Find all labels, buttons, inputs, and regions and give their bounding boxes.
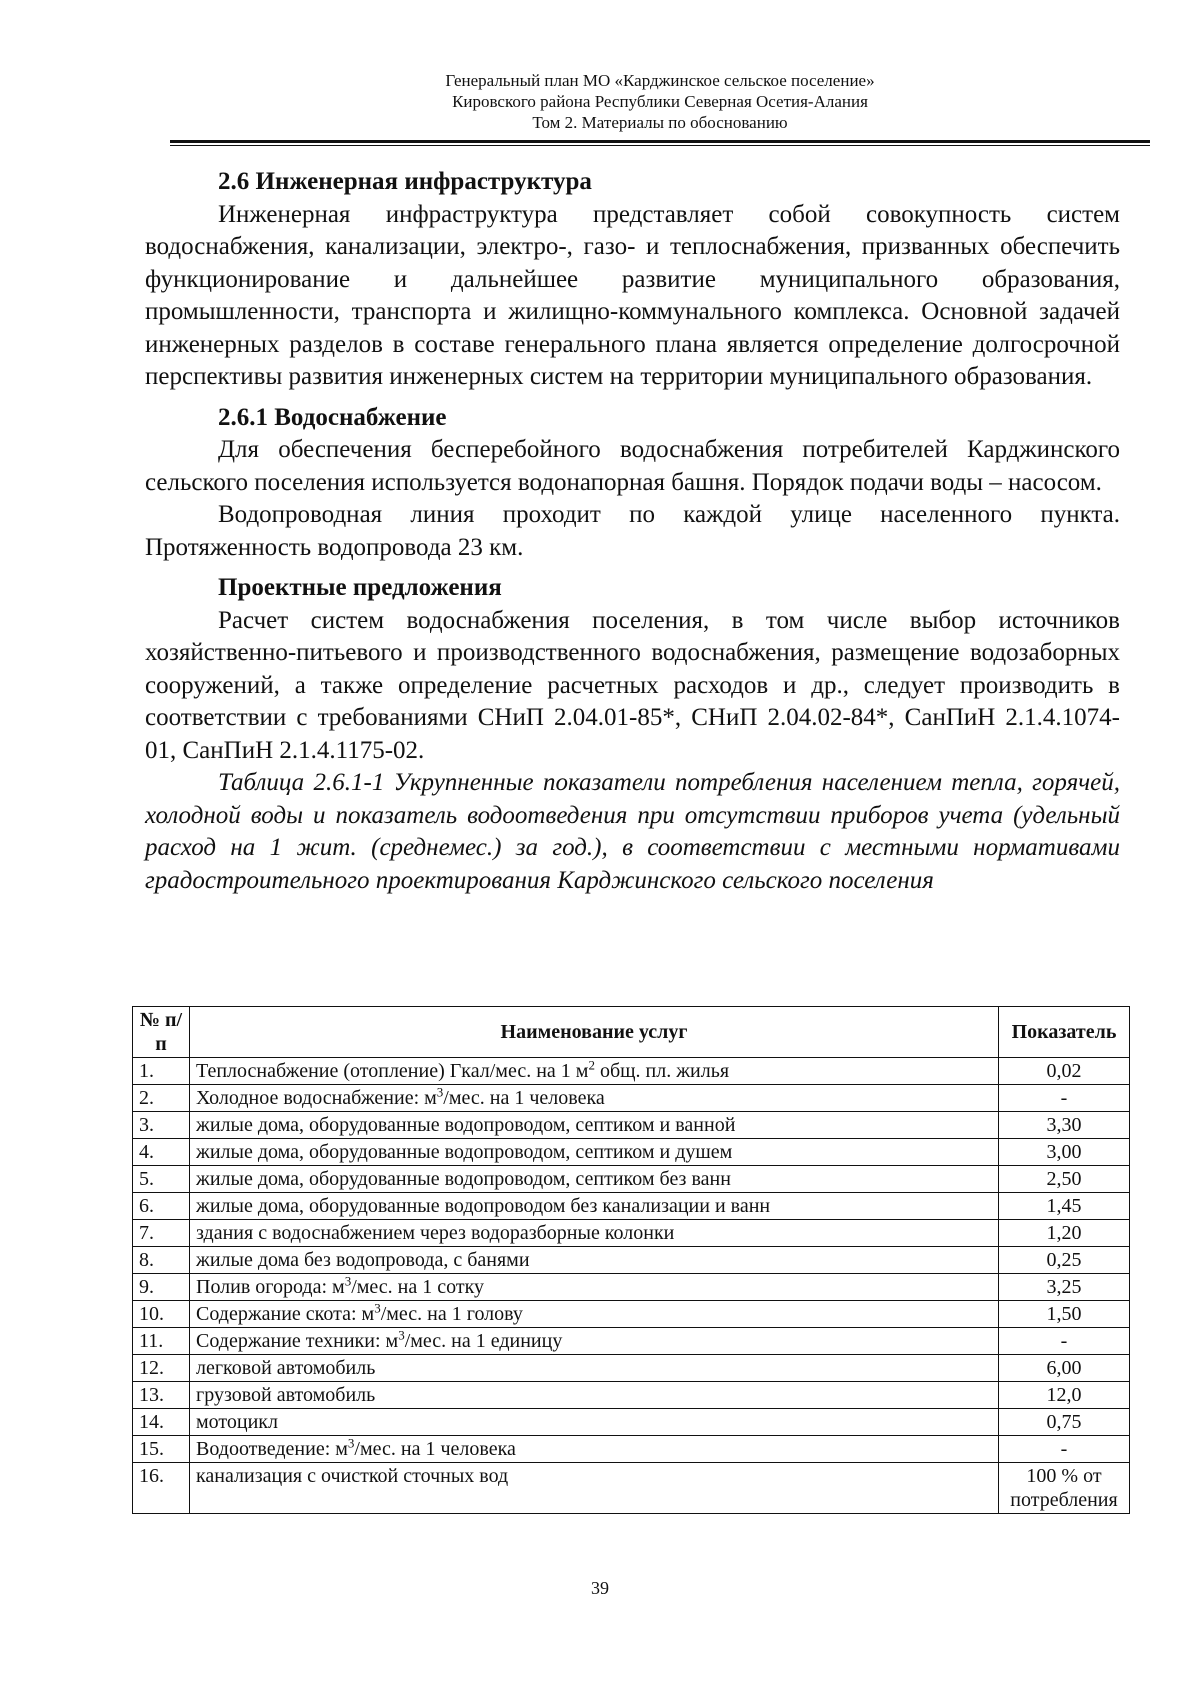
row-number: 9. (133, 1274, 190, 1301)
row-number: 3. (133, 1112, 190, 1139)
row-service-name (190, 1301, 999, 1328)
row-value: 0,75 (999, 1409, 1130, 1436)
table-row (133, 1166, 1130, 1193)
table-body (133, 1058, 1130, 1514)
table-row (133, 1058, 1130, 1085)
header-rule-thin (170, 145, 1150, 146)
row-value: 12,0 (999, 1382, 1130, 1409)
row-service-name (190, 1112, 999, 1139)
row-value: 6,00 (999, 1355, 1130, 1382)
table-caption: Таблица 2.6.1-1 Укрупненные показатели потребления населением тепла, горячей, холодной воды и показатель водоотведения при отсутствии приборов учета (удельный расход на 1 жит. (среднемес.) за год.), в соответствии с местными нормативами градостроительного проектирования Карджинского сельского поселения (145, 769, 1120, 894)
row-number: 5. (133, 1166, 190, 1193)
row-number: 11. (133, 1328, 190, 1355)
row-service-name (190, 1247, 999, 1274)
row-service-name (190, 1463, 999, 1514)
table-row (133, 1463, 1130, 1514)
table-row (133, 1382, 1130, 1409)
service-text: жилые дома, оборудованные водопроводом, септиком и ванной (196, 1114, 736, 1136)
row-number: 7. (133, 1220, 190, 1247)
column-header-value: Показатель (999, 1007, 1130, 1058)
unit-exponent: 3 (374, 1300, 381, 1316)
row-number: 14. (133, 1409, 190, 1436)
section-title: 2.6 Инженерная инфраструктура (218, 168, 592, 195)
row-number: 4. (133, 1139, 190, 1166)
row-value: 1,45 (999, 1193, 1130, 1220)
header-rule-thick (170, 140, 1150, 143)
service-text: Содержание скота: м (196, 1303, 375, 1325)
row-service-name (190, 1058, 999, 1085)
table-row (133, 1085, 1130, 1112)
unit-exponent: 3 (347, 1435, 355, 1451)
table-row (133, 1355, 1130, 1382)
page-number: 39 (591, 1578, 609, 1598)
table-row (133, 1220, 1130, 1247)
service-text: Водоотведение: м (196, 1438, 348, 1460)
row-number: 10. (133, 1301, 190, 1328)
row-number: 15. (133, 1436, 190, 1463)
row-service-name (190, 1085, 999, 1112)
column-header-number: № п/п (133, 1007, 190, 1058)
service-text: Полив огорода: м (196, 1276, 345, 1298)
row-value: 3,00 (999, 1139, 1130, 1166)
service-text-suffix: /мес. на 1 голову (380, 1303, 523, 1325)
service-text-suffix: /мес. на 1 человека (443, 1087, 605, 1109)
service-text: здания с водоснабжением через водоразборные колонки (196, 1222, 675, 1244)
page-header (170, 70, 1150, 133)
unit-exponent: 3 (436, 1084, 444, 1100)
row-value: 1,50 (999, 1301, 1130, 1328)
unit-exponent: 2 (588, 1057, 595, 1073)
service-text: Холодное водоснабжение: м (196, 1087, 437, 1109)
water-supply-paragraph-1: Для обеспечения бесперебойного водоснабжения потребителей Карджинского сельского поселения используется водонапорная башня. Порядок подачи воды – насосом. (145, 436, 1120, 496)
table-row (133, 1139, 1130, 1166)
table-header-row (133, 1007, 1130, 1058)
service-text: Теплоснабжение (отопление) Гкал/мес. на 1 м (196, 1060, 589, 1082)
norms-table (132, 1006, 1130, 1514)
service-text: канализация с очисткой сточных вод (196, 1465, 509, 1487)
service-text: жилые дома, оборудованные водопроводом, септиком без ванн (196, 1168, 731, 1190)
row-value: - (999, 1085, 1130, 1112)
water-supply-paragraph-2: Водопроводная линия проходит по каждой улице населенного пункта. Протяженность водопровода 23 км. (145, 501, 1120, 561)
header-line-3: Том 2. Материалы по обоснованию (532, 113, 788, 132)
service-text-suffix: /мес. на 1 человека (354, 1438, 516, 1460)
service-text-suffix: /мес. на 1 единицу (404, 1330, 563, 1352)
service-text-suffix: /мес. на 1 сотку (351, 1276, 485, 1298)
service-text: жилые дома, оборудованные водопроводом без канализации и ванн (196, 1195, 771, 1217)
header-line-2: Кировского района Республики Северная Осетия-Алания (452, 92, 868, 111)
row-number: 16. (133, 1463, 190, 1514)
row-number: 13. (133, 1382, 190, 1409)
row-value: 3,25 (999, 1274, 1130, 1301)
column-header-service: Наименование услуг (190, 1007, 999, 1058)
row-number: 8. (133, 1247, 190, 1274)
service-text: жилые дома без водопровода, с банями (196, 1249, 530, 1271)
row-service-name (190, 1274, 999, 1301)
row-number: 2. (133, 1085, 190, 1112)
row-service-name (190, 1166, 999, 1193)
table-row (133, 1409, 1130, 1436)
row-value: 3,30 (999, 1112, 1130, 1139)
table-row (133, 1436, 1130, 1463)
service-text-suffix: общ. пл. жилья (594, 1060, 730, 1082)
proposals-title: Проектные предложения (218, 574, 502, 601)
table-row (133, 1247, 1130, 1274)
header-line-1: Генеральный план МО «Карджинское сельское поселение» (445, 71, 875, 90)
row-service-name (190, 1355, 999, 1382)
subsection-title: 2.6.1 Водоснабжение (218, 403, 447, 431)
row-value: - (999, 1328, 1130, 1355)
service-text: грузовой автомобиль (196, 1384, 376, 1406)
row-value: 0,02 (999, 1058, 1130, 1085)
row-value: 1,20 (999, 1220, 1130, 1247)
service-text: жилые дома, оборудованные водопроводом, септиком и душем (196, 1141, 733, 1163)
row-number: 12. (133, 1355, 190, 1382)
table-row (133, 1193, 1130, 1220)
row-number: 1. (133, 1058, 190, 1085)
table-row (133, 1274, 1130, 1301)
row-service-name (190, 1139, 999, 1166)
table-row (133, 1301, 1130, 1328)
service-text: Содержание техники: м (196, 1330, 399, 1352)
table-row (133, 1112, 1130, 1139)
row-service-name (190, 1328, 999, 1355)
service-text: легковой автомобиль (196, 1357, 376, 1379)
table-row (133, 1328, 1130, 1355)
row-service-name (190, 1193, 999, 1220)
proposals-paragraph: Расчет систем водоснабжения поселения, в том числе выбор источников хозяйственно-питьевого и производственного водоснабжения, размещение водозаборных сооружений, а также определение расчетных расходов и др., следует производить в соответствии с требованиями СНиП 2.04.01-85*, СНиП 2.04.02-84*, СанПиН 2.1.4.1074-01, СанПиН 2.1.4.1175-02. (145, 606, 1120, 764)
row-service-name (190, 1382, 999, 1409)
row-value: 0,25 (999, 1247, 1130, 1274)
row-value: 100 % от потребления (999, 1463, 1130, 1514)
row-number: 6. (133, 1193, 190, 1220)
row-value: - (999, 1436, 1130, 1463)
row-service-name (190, 1220, 999, 1247)
section-intro-paragraph: Инженерная инфраструктура представляет собой совокупность систем водоснабжения, канализации, электро-, газо- и теплоснабжения, призванных обеспечить функционирование и дальнейшее развитие муниципального образования, промышленности, транспорта и жилищно-коммунального комплекса. Основной задачей инженерных разделов в составе генерального плана является определение долгосрочной перспективы развития инженерных систем на территории муниципального образования. (145, 200, 1120, 390)
row-service-name (190, 1409, 999, 1436)
row-value: 2,50 (999, 1166, 1130, 1193)
service-text: мотоцикл (196, 1411, 278, 1433)
unit-exponent: 3 (398, 1327, 405, 1343)
page-content (145, 166, 1120, 897)
unit-exponent: 3 (344, 1273, 352, 1289)
row-service-name (190, 1436, 999, 1463)
